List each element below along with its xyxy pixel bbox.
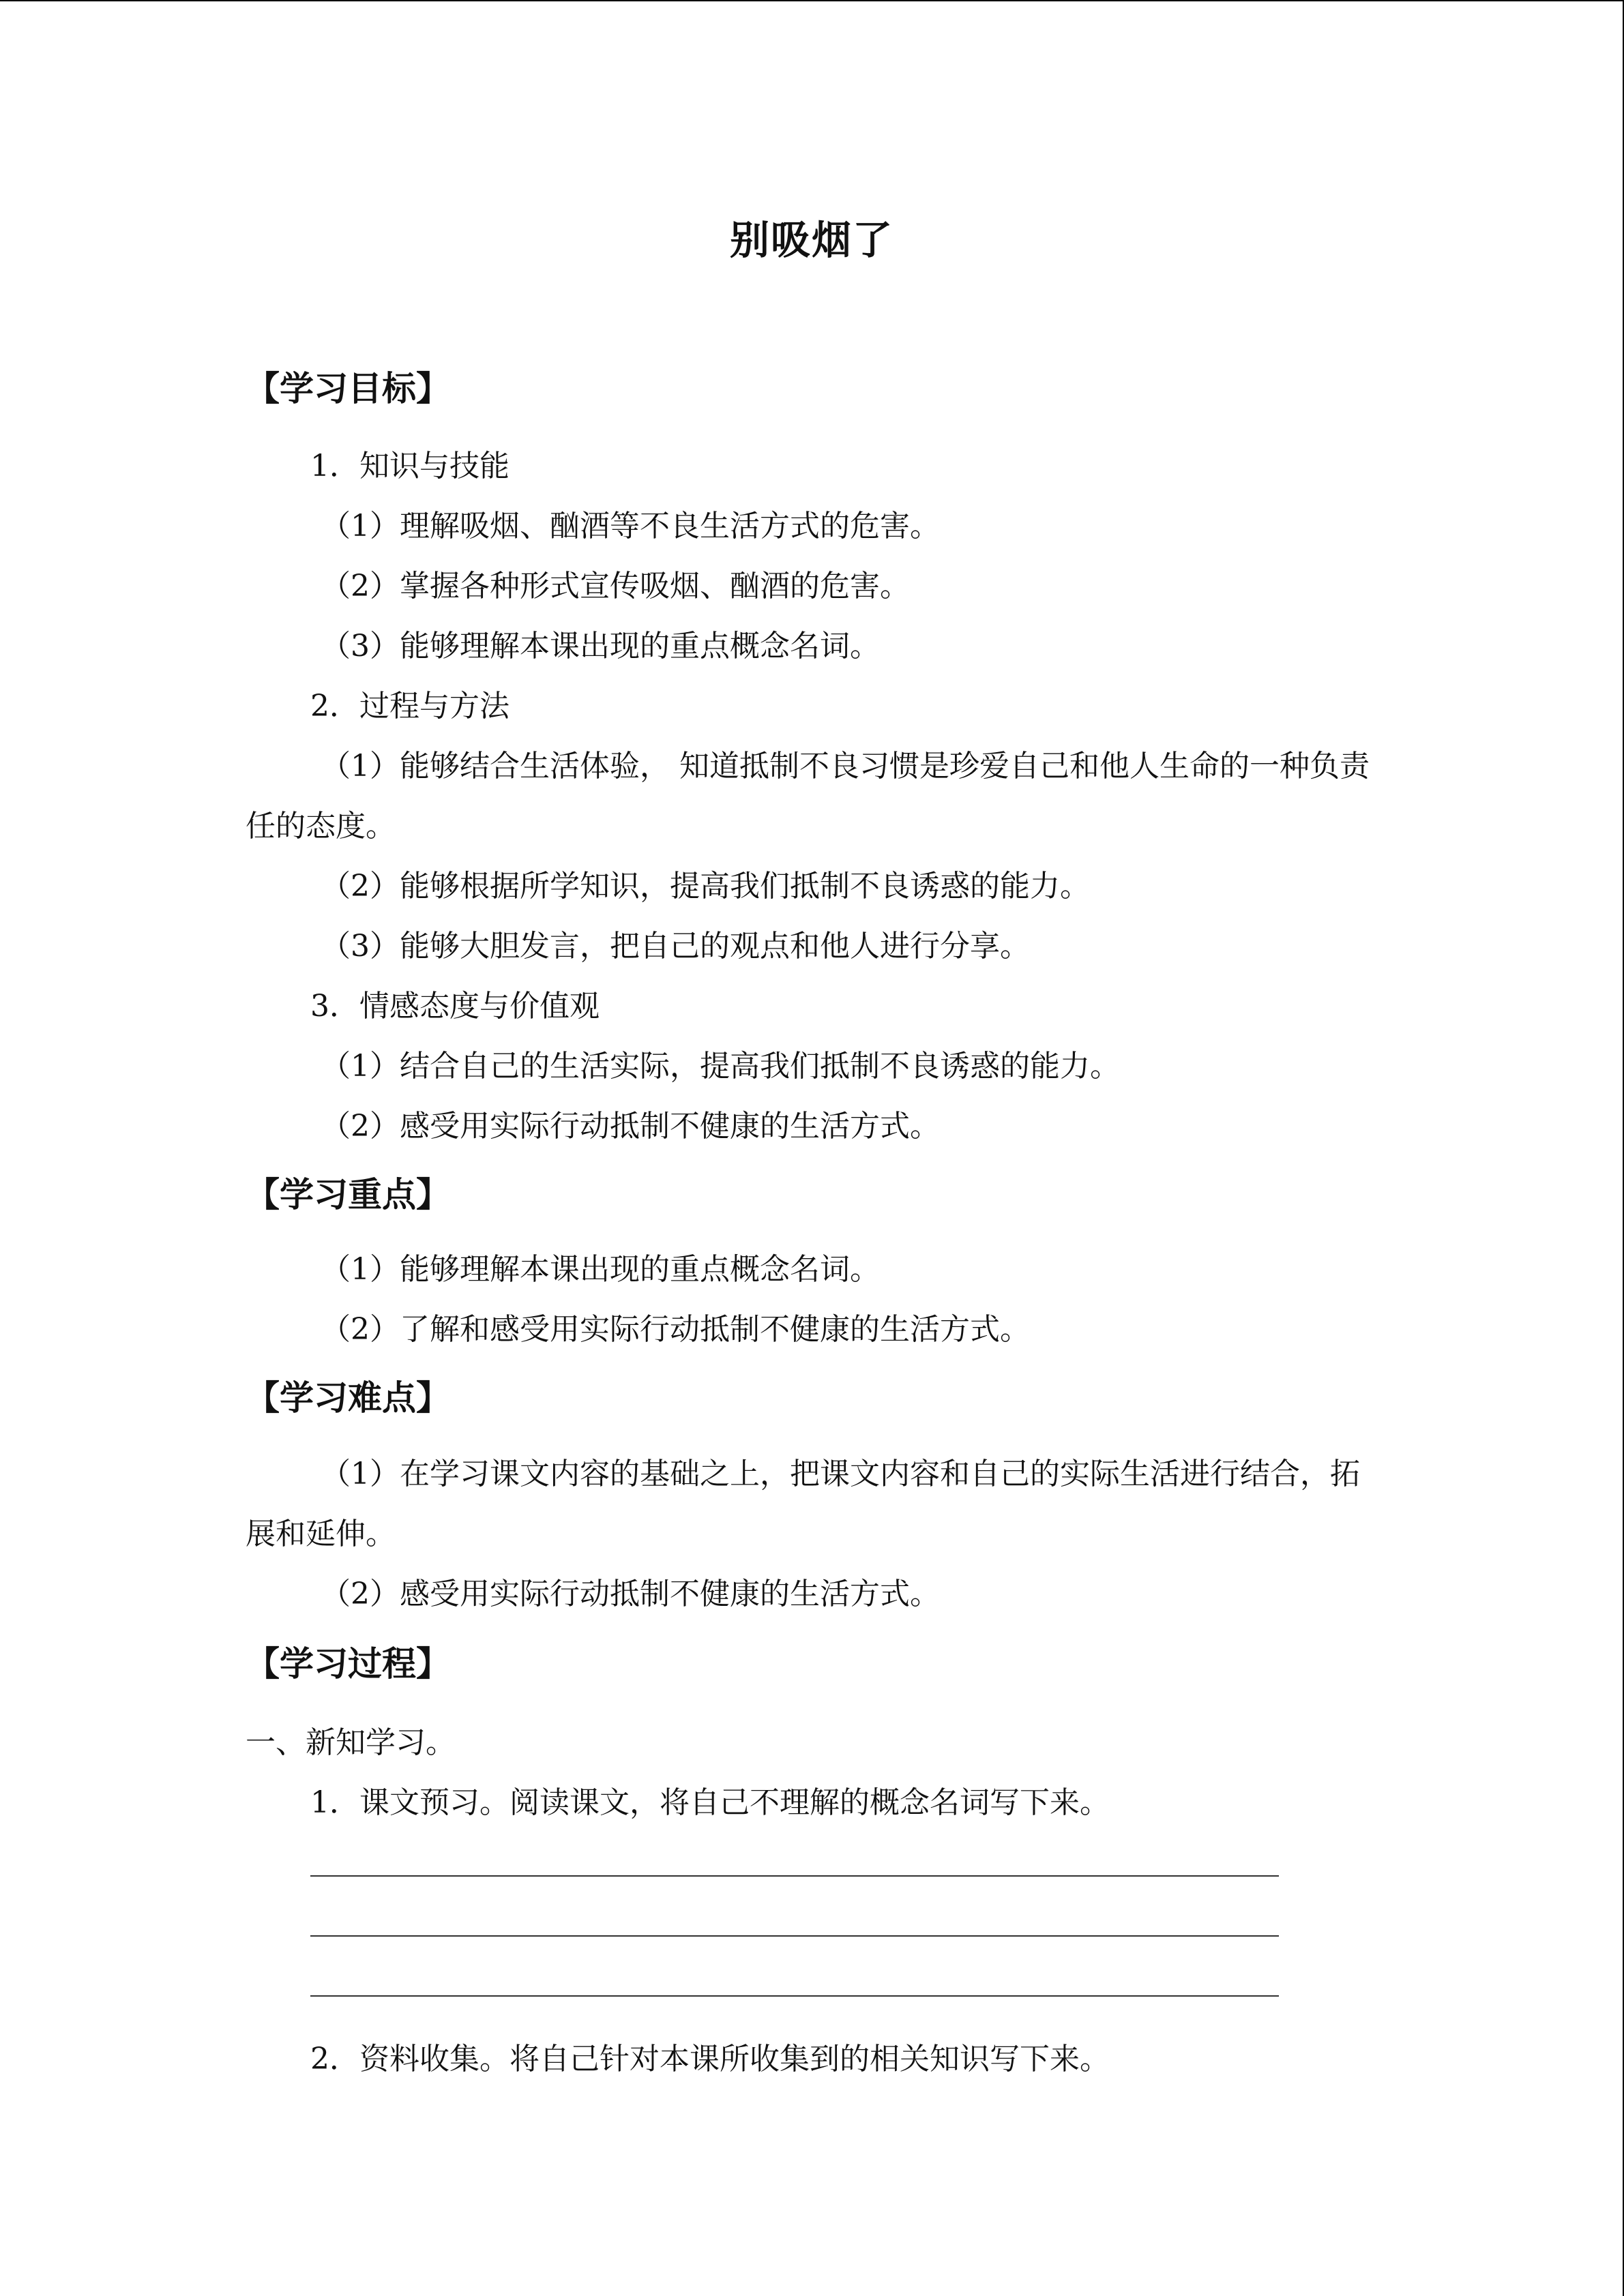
process-heading: 【学习过程】	[246, 1644, 450, 1684]
key-point-item: （2）了解和感受用实际行动抵制不健康的生活方式。	[321, 1312, 1030, 1347]
difficulties-heading: 【学习难点】	[246, 1378, 450, 1418]
objective-item: （2）掌握各种形式宣传吸烟、酗酒的危害。	[321, 569, 910, 603]
process-item: 2．资料收集。将自己针对本课所收集到的相关知识写下来。	[310, 2042, 1110, 2076]
process-item: 1．课文预习。阅读课文，将自己不理解的概念名词写下来。	[310, 1785, 1110, 1820]
objective-item: （3）能够大胆发言，把自己的观点和他人进行分享。	[321, 929, 1030, 964]
objective-item: （1）理解吸烟、酗酒等不良生活方式的危害。	[321, 509, 940, 543]
key-points-heading: 【学习重点】	[246, 1175, 450, 1214]
answer-line[interactable]	[310, 1995, 1279, 1997]
objective-item: （3）能够理解本课出现的重点概念名词。	[321, 629, 880, 664]
objective-item: （2）能够根据所学知识，提高我们抵制不良诱惑的能力。	[321, 869, 1090, 904]
key-point-item: （1）能够理解本课出现的重点概念名词。	[321, 1252, 880, 1287]
document-title: 别吸烟了	[729, 217, 894, 263]
objective-item: 1．知识与技能	[310, 449, 510, 483]
objective-item: 2．过程与方法	[310, 689, 510, 724]
process-item: 一、新知学习。	[246, 1725, 456, 1760]
objectives-heading: 【学习目标】	[246, 369, 450, 408]
objective-item: （1）能够结合生活体验， 知道抵制不良习惯是珍爱自己和他人生命的一种负责任的态度。	[246, 749, 1370, 844]
objective-item: 3．情感态度与价值观	[310, 989, 600, 1024]
answer-line[interactable]	[310, 1875, 1279, 1877]
difficulty-item: （1）在学习课文内容的基础之上，把课文内容和自己的实际生活进行结合，拓展和延伸。	[246, 1457, 1360, 1551]
answer-line[interactable]	[310, 1935, 1279, 1937]
objective-item: （2）感受用实际行动抵制不健康的生活方式。	[321, 1109, 940, 1144]
difficulty-item: （2）感受用实际行动抵制不健康的生活方式。	[321, 1577, 940, 1611]
objective-item: （1）结合自己的生活实际，提高我们抵制不良诱惑的能力。	[321, 1049, 1120, 1084]
